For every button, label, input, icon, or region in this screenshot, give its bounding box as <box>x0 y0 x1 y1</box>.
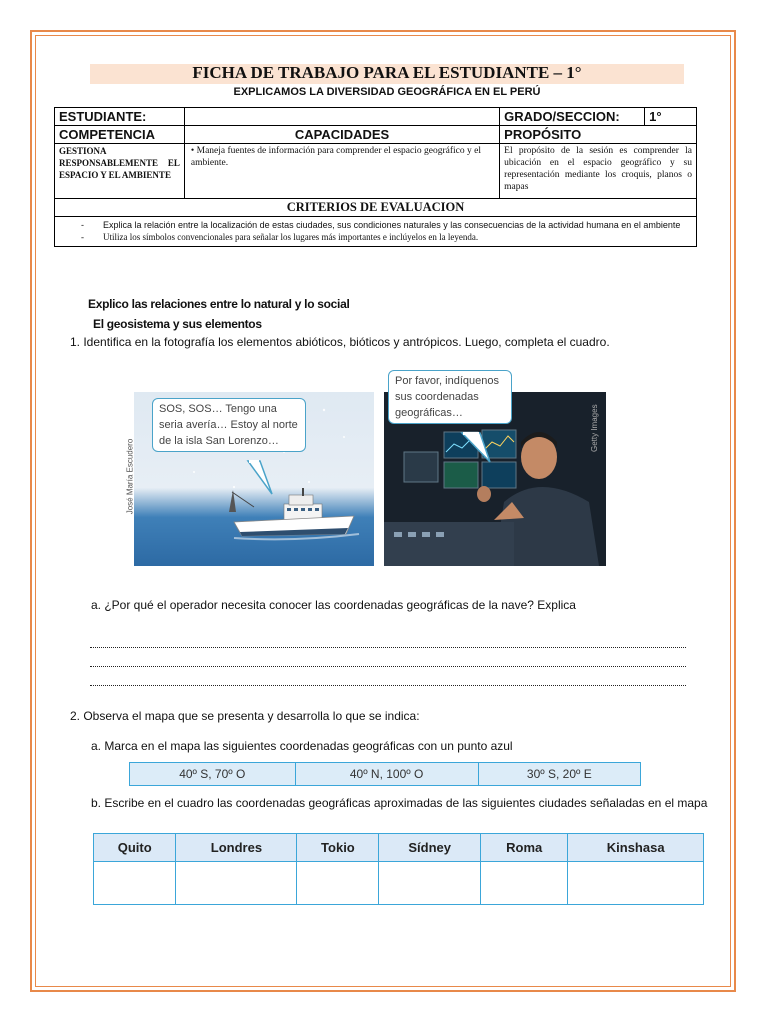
proposito-label: PROPÓSITO <box>500 126 697 144</box>
bubble-tail-icon <box>460 432 494 466</box>
city-answer-cell[interactable] <box>297 862 379 905</box>
city-header: Tokio <box>297 834 379 862</box>
city-answer-cell[interactable] <box>481 862 568 905</box>
page-subtitle: EXPLICAMOS LA DIVERSIDAD GEOGRÁFICA EN EL PERÚ <box>233 86 541 98</box>
capacidades-label: CAPACIDADES <box>184 126 499 144</box>
criterios-list <box>59 219 692 243</box>
city-header: Sídney <box>379 834 481 862</box>
coordinates-table <box>129 762 641 786</box>
question-1: 1. Identifica en la fotografía los elementos abióticos, bióticos y antrópicos. Luego, completa el cuadro. <box>70 335 610 349</box>
bubble-tail-icon <box>246 460 276 496</box>
coordinate-cell: 30º S, 20º E <box>478 763 640 786</box>
proposito-text: El propósito de la sesión es comprender la ubicación en el espacio geográfico y su representación mediante los croquis, planos o mapas <box>500 144 697 199</box>
question-2b: b. Escribe en el cuadro las coordenadas geográficas aproximadas de las siguientes ciudades señaladas en el mapa <box>91 796 708 810</box>
photo-credit-1: José María Escudero <box>125 438 135 515</box>
page-title: FICHA DE TRABAJO PARA EL ESTUDIANTE – 1° <box>192 63 582 82</box>
competencia-label: COMPETENCIA <box>55 126 185 144</box>
photo-credit-2: Getty Images <box>590 404 599 452</box>
criterio-item: - Utiliza los símbolos convencionales para señalar los lugares más importantes e inclúyelos en la leyenda. <box>59 231 692 243</box>
grade-value: 1° <box>645 108 697 126</box>
answer-line[interactable] <box>90 647 686 649</box>
city-answer-cell[interactable] <box>94 862 176 905</box>
cities-table <box>93 833 704 905</box>
header-table <box>54 107 697 247</box>
answer-line[interactable] <box>90 666 686 668</box>
coordinate-cell: 40º N, 100º O <box>295 763 478 786</box>
city-answer-cell[interactable] <box>379 862 481 905</box>
city-header: Londres <box>176 834 297 862</box>
city-header: Roma <box>481 834 568 862</box>
city-answer-cell[interactable] <box>568 862 704 905</box>
speech-bubble-boat: SOS, SOS… Tengo una seria avería… Estoy al norte de la isla San Lorenzo… <box>152 398 306 452</box>
city-header: Quito <box>94 834 176 862</box>
speech-bubble-operator: Por favor, indíquenos sus coordenadas geográficas… <box>388 370 512 424</box>
operator-photo <box>384 375 606 566</box>
question-1a: a. ¿Por qué el operador necesita conocer las coordenadas geográficas de la nave? Explica <box>91 598 576 612</box>
criterios-title: CRITERIOS DE EVALUACION <box>55 199 697 217</box>
section-subtitle: El geosistema y sus elementos <box>93 317 262 331</box>
grade-label: GRADO/SECCION: <box>500 108 645 126</box>
competencia-text: GESTIONA RESPONSABLEMENTE EL ESPACIO Y EL AMBIENTE <box>55 144 185 199</box>
student-label: ESTUDIANTE: <box>55 108 185 126</box>
section-title: Explico las relaciones entre lo natural y lo social <box>88 297 350 311</box>
question-2: 2. Observa el mapa que se presenta y desarrolla lo que se indica: <box>70 709 420 723</box>
city-answer-cell[interactable] <box>176 862 297 905</box>
boat-photo <box>125 392 374 566</box>
criterio-item: - Explica la relación entre la localización de estas ciudades, sus condiciones naturales y las consecuencias de la actividad humana en el ambiente <box>59 219 692 231</box>
question-2a: a. Marca en el mapa las siguientes coordenadas geográficas con un punto azul <box>91 739 513 753</box>
answer-line[interactable] <box>90 685 686 687</box>
coordinate-cell: 40º S, 70º O <box>130 763 296 786</box>
capacidades-text: • Maneja fuentes de información para comprender el espacio geográfico y el ambiente. <box>184 144 499 199</box>
student-field[interactable] <box>184 108 499 126</box>
city-header: Kinshasa <box>568 834 704 862</box>
